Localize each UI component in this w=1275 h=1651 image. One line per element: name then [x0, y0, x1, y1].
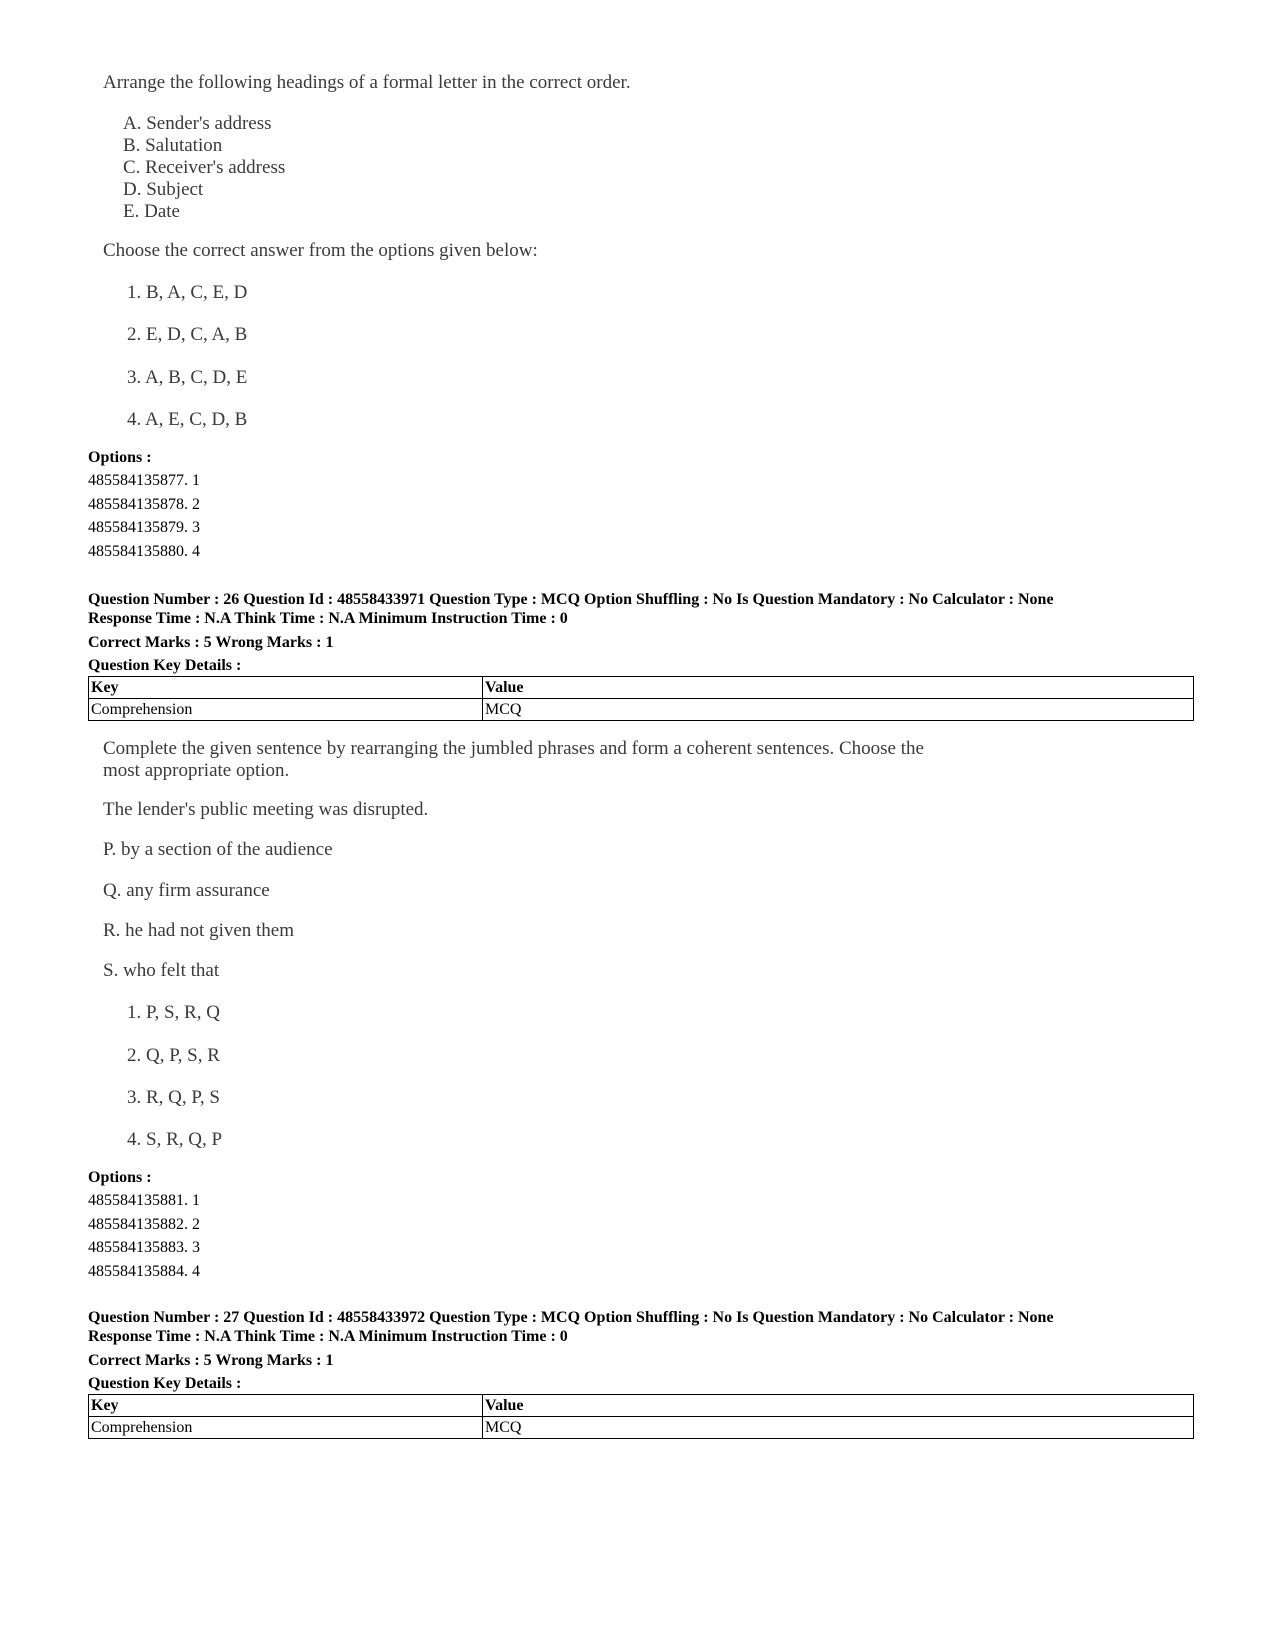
table-cell: MCQ [483, 1417, 1194, 1439]
key-details-label: Question Key Details : [88, 1375, 242, 1392]
question-header-line: Question Number : 27 Question Id : 48558433972 Question Type : MCQ Option Shuffling : No Is Question Mandatory : No Calculator : None [88, 1309, 1054, 1326]
option-line: 485584135880. 4 [88, 542, 200, 560]
q25-choice: 2. E, D, C, A, B [127, 324, 248, 345]
table-row [89, 1417, 1194, 1439]
options-label: Options : [88, 1169, 152, 1186]
option-line: 485584135879. 3 [88, 519, 200, 536]
key-details-label: Question Key Details : [88, 657, 242, 674]
q26-stem-line: Complete the given sentence by rearranging the jumbled phrases and form a coherent sentences. Choose the [103, 738, 924, 759]
q26-phrase: R. he had not given them [103, 920, 295, 941]
option-line: 485584135883. 3 [88, 1239, 200, 1256]
q26-options [88, 1166, 200, 1283]
q25-stem: Arrange the following headings of a formal letter in the correct order. [103, 72, 631, 93]
q25-choice: 3. A, B, C, D, E [127, 367, 248, 388]
table-header-cell: Value [483, 1395, 1194, 1417]
q26-choice: 1. P, S, R, Q [127, 1002, 220, 1023]
q25-choice: 4. A, E, C, D, B [127, 409, 248, 430]
q26-choice: 4. S, R, Q, P [127, 1129, 223, 1150]
q25-item: C. Receiver's address [123, 157, 286, 178]
question-header-line: Question Number : 26 Question Id : 48558433971 Question Type : MCQ Option Shuffling : No Is Question Mandatory : No Calculator : None [88, 591, 1054, 608]
q26-stem [103, 738, 924, 782]
option-line: 485584135881. 1 [88, 1192, 200, 1209]
table-cell: Comprehension [89, 699, 483, 721]
marks-line: Correct Marks : 5 Wrong Marks : 1 [88, 634, 334, 651]
q26-key-table [88, 676, 1194, 721]
q26-choice: 2. Q, P, S, R [127, 1045, 220, 1066]
q26-header [88, 590, 1054, 677]
q25-item: E. Date [123, 201, 180, 222]
table-header-cell: Value [483, 677, 1194, 699]
table-row [89, 699, 1194, 721]
option-line: 485584135878. 2 [88, 495, 200, 513]
table-header-cell: Key [89, 677, 483, 699]
table-header-cell: Key [89, 1395, 483, 1417]
question-header-line: Response Time : N.A Think Time : N.A Minimum Instruction Time : 0 [88, 1328, 568, 1345]
option-line: 485584135884. 4 [88, 1262, 200, 1280]
table-cell: MCQ [483, 699, 1194, 721]
q26-sentence: The lender's public meeting was disrupted. [103, 799, 429, 820]
q26-choice: 3. R, Q, P, S [127, 1087, 220, 1108]
options-label: Options : [88, 449, 152, 466]
option-line: 485584135882. 2 [88, 1215, 200, 1233]
q25-items [123, 113, 285, 223]
q26-phrase: P. by a section of the audience [103, 839, 333, 860]
table-header-row [89, 1395, 1194, 1417]
table-header-row [89, 677, 1194, 699]
q25-image-block [103, 72, 631, 94]
q25-choice: 1. B, A, C, E, D [127, 282, 248, 303]
table-cell: Comprehension [89, 1417, 483, 1439]
q25-item: A. Sender's address [123, 113, 272, 134]
q25-choose: Choose the correct answer from the options given below: [103, 240, 538, 261]
q26-phrase: Q. any firm assurance [103, 880, 270, 901]
q25-item: D. Subject [123, 179, 204, 200]
q26-stem-line: most appropriate option. [103, 760, 290, 781]
question-header-line: Response Time : N.A Think Time : N.A Minimum Instruction Time : 0 [88, 610, 568, 627]
q25-options [88, 446, 200, 563]
q25-item: B. Salutation [123, 135, 223, 156]
q26-phrase: S. who felt that [103, 960, 220, 981]
q27-key-table [88, 1394, 1194, 1439]
option-line: 485584135877. 1 [88, 472, 200, 489]
marks-line: Correct Marks : 5 Wrong Marks : 1 [88, 1352, 334, 1369]
q27-header [88, 1308, 1054, 1395]
